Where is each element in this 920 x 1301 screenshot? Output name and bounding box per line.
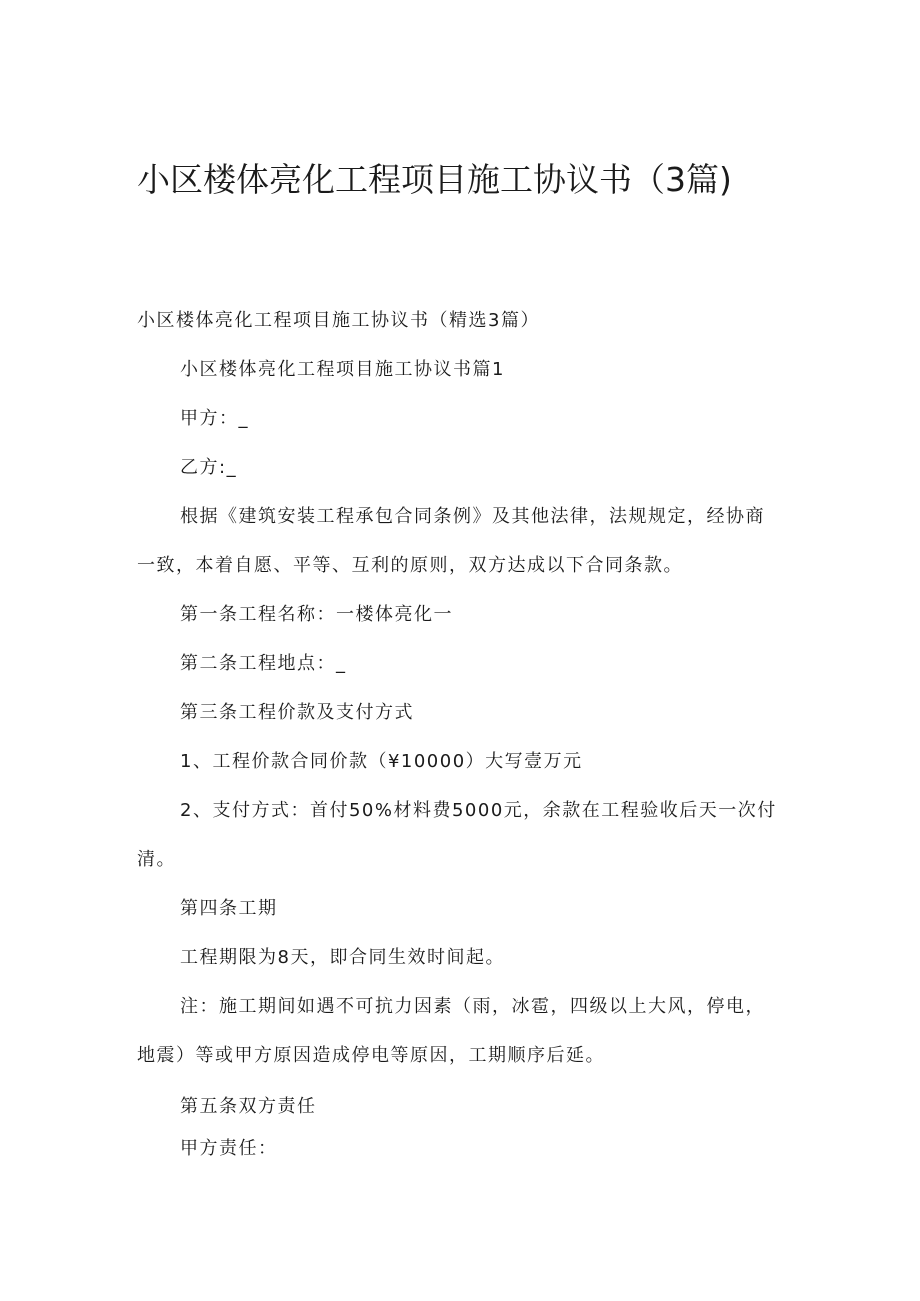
payment-line-continued: 清。	[137, 849, 176, 870]
party-a-line: 甲方：_	[180, 408, 249, 429]
paragraph-line: 根据《建筑安装工程承包合同条例》及其他法律，法规规定，经协商	[180, 506, 765, 527]
duration-line: 工程期限为8天，即合同生效时间起。	[180, 947, 505, 968]
article-1-line: 第一条工程名称：一楼体亮化一	[180, 604, 453, 625]
subtitle-line: 小区楼体亮化工程项目施工协议书（精选3篇）	[137, 310, 540, 331]
document-title: 小区楼体亮化工程项目施工协议书（3篇)	[137, 160, 732, 199]
price-line: 1、工程价款合同价款（¥10000）大写壹万元	[180, 751, 583, 772]
paragraph-line: 一致，本着自愿、平等、互利的原则，双方达成以下合同条款。	[137, 555, 683, 576]
note-line: 注：施工期间如遇不可抗力因素（雨，冰雹，四级以上大风，停电，	[180, 996, 765, 1017]
article-5-heading: 第五条双方责任	[180, 1096, 317, 1117]
payment-line: 2、支付方式：首付50%材料费5000元，余款在工程验收后天一次付	[180, 800, 777, 821]
section-heading: 小区楼体亮化工程项目施工协议书篇1	[180, 359, 505, 380]
article-4-heading: 第四条工期	[180, 898, 278, 919]
party-a-duties-line: 甲方责任：	[180, 1138, 278, 1159]
party-b-line: 乙方:_	[180, 457, 238, 478]
article-3-heading: 第三条工程价款及支付方式	[180, 702, 414, 723]
note-line-continued: 地震）等或甲方原因造成停电等原因，工期顺序后延。	[137, 1045, 605, 1066]
article-2-line: 第二条工程地点：_	[180, 653, 347, 674]
